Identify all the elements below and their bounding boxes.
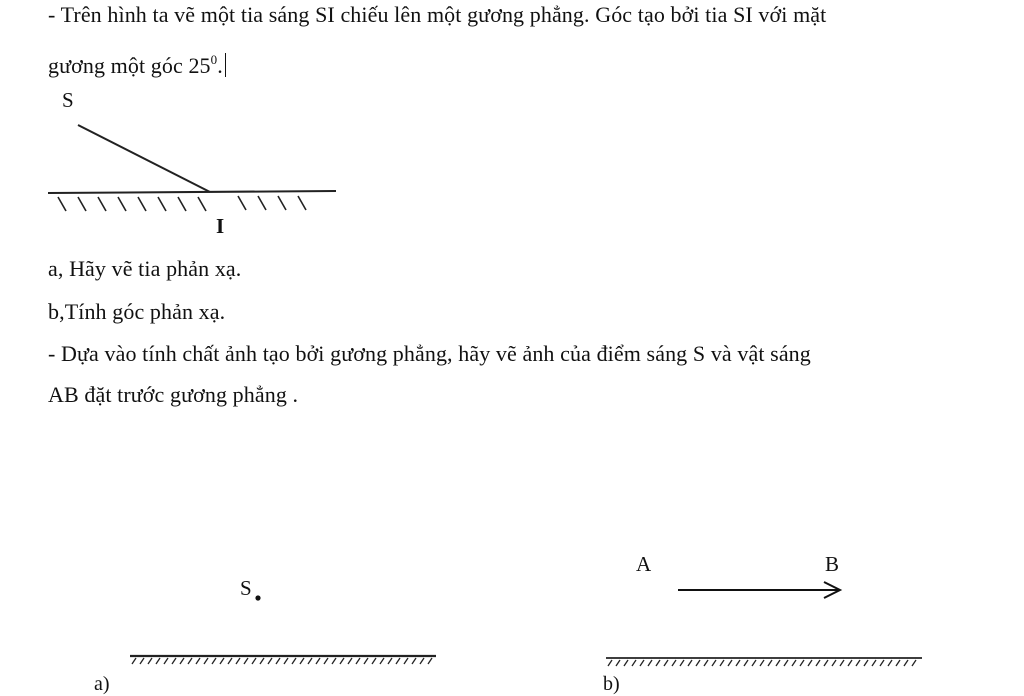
mirror-hatching-a [132, 658, 432, 664]
problem1-line2-end: . [217, 53, 223, 78]
object-ab-arrow [678, 582, 840, 598]
problem2-line1: - Dựa vào tính chất ảnh tạo bởi gương phẳng, hãy vẽ ảnh của điểm sáng S và vật sáng [48, 341, 811, 366]
plane-mirror-a [130, 656, 436, 664]
degree-superscript: 0 [210, 52, 218, 67]
figure-b-label-a: A [636, 552, 652, 576]
figure1-label-i: I [216, 214, 225, 238]
question-b: b,Tính góc phản xạ. [48, 299, 226, 324]
figure1-label-s: S [62, 88, 74, 112]
figure-b-caption: b) [603, 673, 620, 695]
problem1-line2-text: gương một góc 25 [48, 53, 211, 78]
point-s-dot [255, 595, 260, 600]
figure-b-label-b: B [825, 552, 840, 576]
problem1-line1: - Trên hình ta vẽ một tia sáng SI chiếu lên một gương phẳng. Góc tạo bởi tia SI với mặt [48, 2, 827, 27]
problem2-line2: AB đặt trước gương phẳng . [48, 382, 299, 407]
question-a: a, Hãy vẽ tia phản xạ. [48, 256, 242, 281]
figure-a-point-s-label: S [240, 576, 252, 600]
plane-mirror-b [606, 658, 922, 666]
mirror-hatching-b [608, 660, 916, 666]
figure-a-caption: a) [94, 673, 110, 695]
